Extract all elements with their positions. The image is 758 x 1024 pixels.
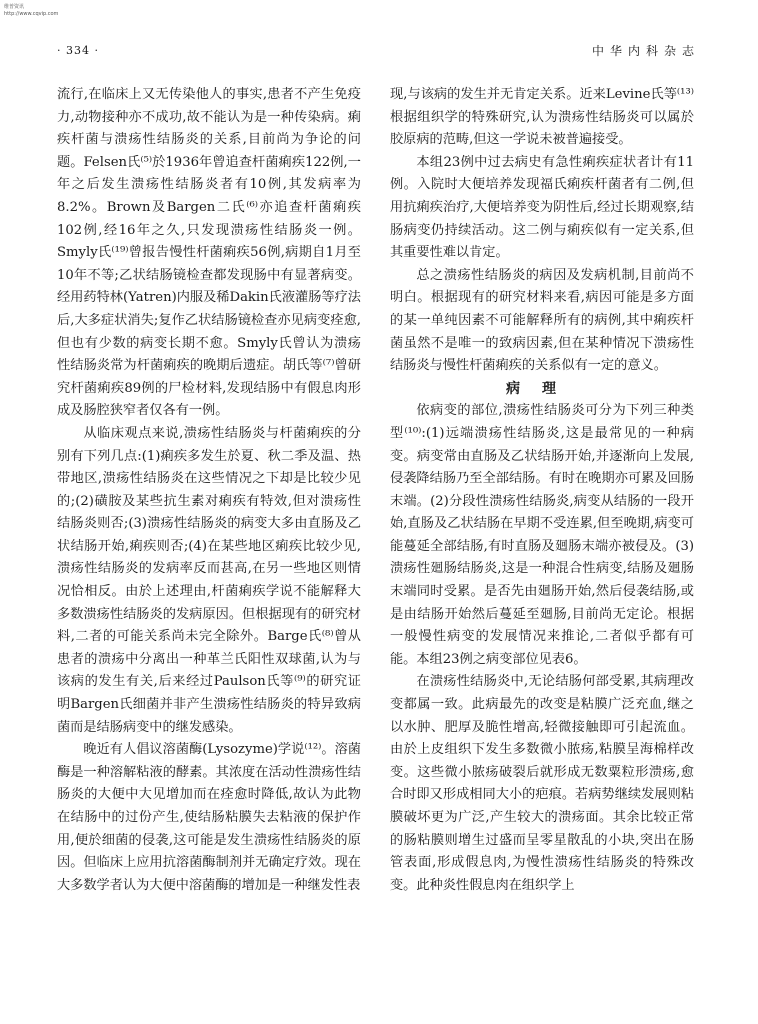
paragraph: 现,与该病的发生并无肯定关系。近来Levine氏等⁽¹³⁾根据组织学的特殊研究,认为溃疡性结肠炎可以属於胶原病的范畴,但这一学说未被普遍接受。 bbox=[390, 87, 694, 148]
paragraph: 总之溃疡性结肠炎的病因及发病机制,目前尚不明白。根据现有的研究材料来看,病因可能是多方面的某一单纯因素不可能解释所有的病例,其中痢疾杆菌虽然不是唯一的致病因素,但在某种情况下溃疡性结肠炎与慢性杆菌痢疾的关系似有一定的意义。 bbox=[390, 267, 694, 374]
paragraph: 晚近有人倡议溶菌酶(Lysozyme)学说⁽¹²⁾。溶菌酶是一种溶解粘液的酵素。其浓度在活动性溃疡性结肠炎的大便中大见增加而在痊愈时降低,故认为此物在结肠中的过份产生,使结肠粘膜失去粘液的保护作用,便於细菌的侵袭,这可能是发生溃疡性结肠炎的原因。但临床上应用抗溶菌酶制剂并无确定疗效。现在大多数学者认为大便中溶菌酶的增加是一种继发性表 bbox=[57, 742, 361, 893]
page-number: · 334 · bbox=[57, 44, 99, 57]
paragraph: 依病变的部位,溃疡性结肠炎可分为下列三种类型⁽¹⁰⁾:(1)远端溃疡性结肠炎,这是最常见的一种病变。病变常由直肠及乙状结肠开始,并逐渐向上发展,侵袭降结肠乃至全部结肠。有时在晚期亦可累及回肠末端。(2)分段性溃疡性结肠炎,病变从结肠的一段开始,直肠及乙状结肠在早期不受连累,但至晚期,病变可能蔓延全部结肠,有时直肠及廻肠末端亦被侵及。(3)溃疡性廻肠结肠炎,这是一种混合性病变,结肠及廻肠末端同时受累。是否先由廻肠开始,然后侵袭结肠,或是由结肠开始然后蔓延至廻肠,目前尚无定论。根据一般慢性病变的发展情况来推论,二者似乎都有可能。本组23例之病变部位见表6。 bbox=[390, 403, 694, 667]
paragraph: 流行,在临床上又无传染他人的事实,患者不产生免疫力,动物接种亦不成功,故不能认为是一种传染病。痢疾杆菌与溃疡性结肠炎的关系,目前尚为争论的问题。Felsen氏⁽⁵⁾於1936年曾追查杆菌痢疾122例,一年之后发生溃疡性结肠炎者有10例,其发病率为8.2%。Brown及Bargen二氏⁽⁶⁾亦追查杆菌痢疾102例,经16年之久,只发现溃疡性结肠炎一例。Smyly氏⁽¹⁹⁾曾报告慢性杆菌痢疾56例,病期自1月至10年不等;乙状结肠镜检查都发现肠中有显著病变。经用药特林(Yatren)内服及稀Dakin氏液灌肠等疗法后,大多症状消失;复作乙状结肠镜检查亦见病变痊愈,但也有少数的病变长期不愈。Smyly氏曾认为溃疡性结肠炎常为杆菌痢疾的晚期后遗症。胡氏等⁽⁷⁾曾研究杆菌痢疾89例的尸检材料,发现结肠中有假息肉形成及肠腔狭窄者仅各有一例。 bbox=[57, 87, 361, 419]
left-column bbox=[57, 84, 361, 897]
right-column bbox=[390, 84, 694, 897]
paragraph: 从临床观点来说,溃疡性结肠炎与杆菌痢疾的分别有下列几点:(1)痢疾多发生於夏、秋二季及温、热带地区,溃疡性结肠炎在这些情况之下却是比较少见的;(2)磺胺及某些抗生素对痢疾有特效,但对溃疡性结肠炎则否;(3)溃疡性结肠炎的病变大多由直肠及乙状结肠开始,痢疾则否;(4)在某些地区痢疾比较少见,溃疡性结肠炎的发病率反而甚高,在另一些地区则情况恰相反。由於上述理由,杆菌痢疾学说不能解释大多数溃疡性结肠炎的发病原因。但根据现有的研究材料,二者的可能关系尚未完全除外。Barge氏⁽⁸⁾曾从患者的溃疡中分离出一种革兰氏阳性双球菌,认为与该病的发生有关,后来经过Paulson氏等⁽⁹⁾的研究证明Bargen氏细菌并非产生溃疡性结肠炎的特异致病菌而是结肠病变中的继发感染。 bbox=[57, 425, 361, 735]
paragraph: 本组23例中过去病史有急性痢疾症状者计有11例。入院时大便培养发现福氏痢疾杆菌者有二例,但用抗痢疾治疗,大便培养变为阴性后,经过长期观察,结肠病变仍持续活动。这二例与痢疾似有一定关系,但其重要性难以肯定。 bbox=[390, 154, 694, 261]
watermark: 维普资讯 http://www.cqvip.com bbox=[4, 4, 59, 17]
journal-title: 中华内科杂志 bbox=[591, 44, 700, 58]
section-heading: 病理 bbox=[506, 380, 578, 397]
paragraph: 在溃疡性结肠炎中,无论结肠何部受累,其病理改变都属一致。此病最先的改变是粘膜广泛充血,继之以水肿、肥厚及脆性增高,轻微接触即可引起流血。由於上皮组织下发生多数微小脓疡,粘膜呈海棉样改变。这些微小脓疡破裂后就形成无数粟粒形溃疡,愈合时即又形成相同大小的疤痕。若病势继续发展则粘膜破坏更为广泛,产生较大的溃疡面。其余比较正常的肠粘膜则增生过盛而呈零星散乱的小块,突出在肠管表面,形成假息肉,为慢性溃疡性结肠炎的特殊改变。此种炎性假息肉在组织学上 bbox=[390, 674, 694, 893]
